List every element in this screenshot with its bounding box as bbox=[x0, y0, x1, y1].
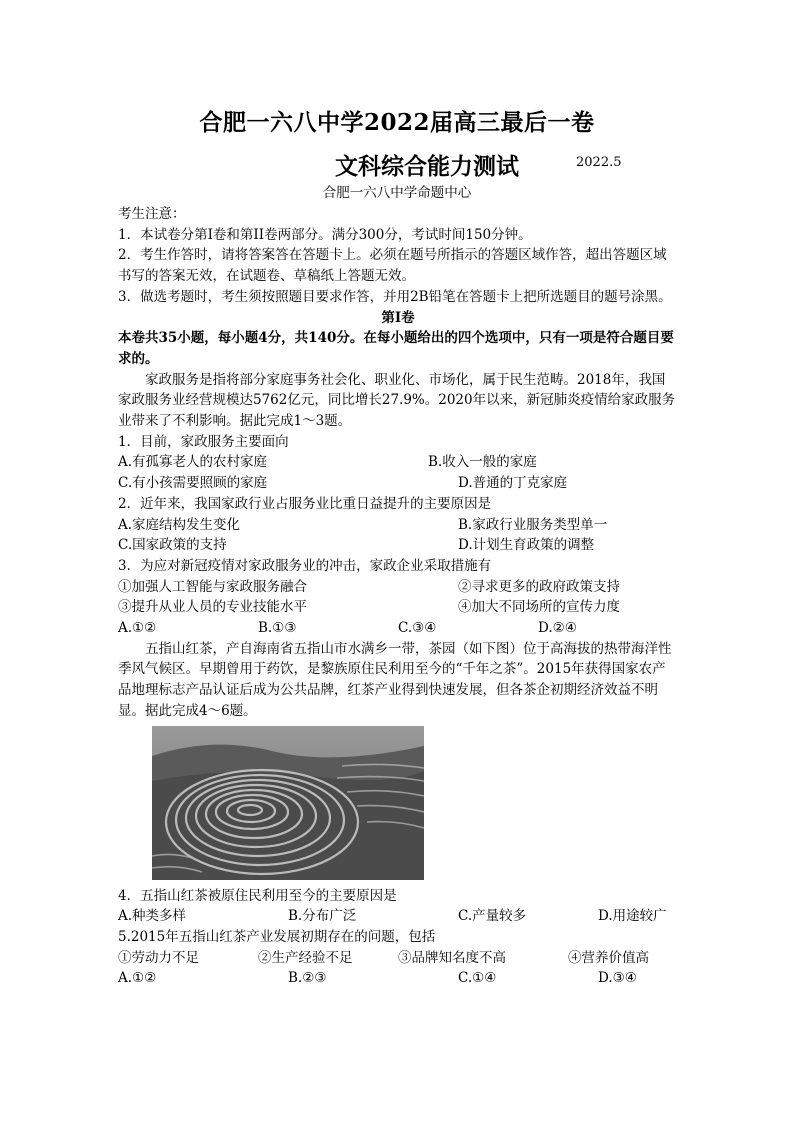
exam-title: 合肥一六八中学2022届高三最后一卷 bbox=[199, 109, 595, 136]
notice-item-1: 1．本试卷分第I卷和第II卷两部分。满分300分，考试时间150分钟。 bbox=[118, 226, 532, 243]
q1-options-row1 bbox=[118, 452, 678, 473]
q5-option-d: D.③④ bbox=[598, 970, 637, 987]
exam-date: 2022.5 bbox=[576, 155, 622, 170]
q5-statement-1: ①劳动力不足 bbox=[118, 949, 199, 966]
q2-option-c: C.国家政策的支持 bbox=[118, 537, 227, 554]
q3-statements-row1 bbox=[118, 577, 678, 598]
q4-option-a: A.种类多样 bbox=[118, 908, 187, 925]
q2-options-row2 bbox=[118, 535, 678, 556]
passage-1: 家政服务是指将部分家庭事务社会化、职业化、市场化，属于民生范畴。2018年，我国家政服务业经营规模达5762亿元，同比增长27.9%。2020年以来，新冠肺炎疫情给家政服务业带来了不利影响。据此完成1～3题。 bbox=[118, 371, 676, 430]
q4-option-d: D.用途较广 bbox=[598, 908, 667, 925]
q5-option-b: B.②③ bbox=[288, 970, 327, 987]
q2-stem: 2．近年来，我国家政行业占服务业比重日益提升的主要原因是 bbox=[118, 495, 492, 512]
section-title: 第I卷 bbox=[381, 309, 415, 326]
q3-statement-3: ③提升从业人员的专业技能水平 bbox=[118, 599, 307, 616]
notice-item-2: 2．考生作答时，请将答案答在答题卡上。必须在题号所指示的答题区域作答，超出答题区域书写的答案无效，在试题卷、草稿纸上答题无效。 bbox=[118, 247, 667, 285]
q1-options-row2 bbox=[118, 473, 678, 494]
q5-stem: 5.2015年五指山红茶产业发展初期存在的问题，包括 bbox=[118, 928, 436, 945]
q3-stem: 3．为应对新冠疫情对家政服务业的冲击，家政企业采取措施有 bbox=[118, 557, 492, 574]
q1-option-a: A.有孤寡老人的农村家庭 bbox=[118, 454, 268, 471]
passage-2: 五指山红茶，产自海南省五指山市水满乡一带，茶园（如下图）位于高海拔的热带海洋性季风气候区。早期曾用于药饮，是黎族原住民利用至今的“千年之茶”。2015年获得国家农产品地理标志产品认证后成为公共品牌，红茶产业得到快速发展，但各茶企初期经济效益不明显。据此完成4～6题。 bbox=[118, 640, 672, 719]
q2-option-d: D.计划生育政策的调整 bbox=[458, 537, 595, 554]
q4-options bbox=[118, 906, 678, 927]
q1-option-b: B.收入一般的家庭 bbox=[428, 454, 537, 471]
q5-option-a: A.①② bbox=[118, 970, 157, 987]
q1-stem: 1．目前，家政服务主要面向 bbox=[118, 433, 289, 450]
q3-statement-4: ④加大不同场所的宣传力度 bbox=[458, 599, 620, 616]
q5-statement-3: ③品牌知名度不高 bbox=[398, 949, 506, 966]
q3-option-d: D.②④ bbox=[538, 620, 577, 637]
q1-option-d: D.普通的丁克家庭 bbox=[458, 475, 568, 492]
q3-option-b: B.①③ bbox=[258, 620, 297, 637]
exam-subtitle: 文科综合能力测试 bbox=[335, 153, 519, 180]
q5-options bbox=[118, 968, 678, 989]
q2-options-row1 bbox=[118, 515, 678, 536]
exam-issuer: 合肥一六八中学命题中心 bbox=[322, 185, 472, 201]
q4-option-c: C.产量较多 bbox=[458, 908, 527, 925]
q5-statement-2: ②生产经验不足 bbox=[258, 949, 353, 966]
notice-heading: 考生注意： bbox=[118, 206, 186, 222]
q4-stem: 4．五指山红茶被原住民利用至今的主要原因是 bbox=[118, 887, 397, 904]
section-instruction: 本卷共35小题，每小题4分，共140分。在每小题给出的四个选项中，只有一项是符合题目要求的。 bbox=[118, 330, 674, 367]
notice-item-3: 3．做选考题时，考生须按照题目要求作答，并用2B铅笔在答题卡上把所选题目的题号涂黑。 bbox=[118, 288, 672, 305]
q3-statement-1: ①加强人工智能与家政服务融合 bbox=[118, 578, 307, 595]
q4-option-b: B.分布广泛 bbox=[288, 908, 357, 925]
q5-statements bbox=[118, 948, 678, 969]
q2-option-b: B.家政行业服务类型单一 bbox=[458, 516, 608, 533]
q3-option-c: C.③④ bbox=[398, 620, 437, 637]
q3-options bbox=[118, 618, 678, 639]
q3-statements-row2 bbox=[118, 597, 678, 618]
exam-body bbox=[118, 204, 678, 989]
q3-option-a: A.①② bbox=[118, 620, 157, 637]
q1-option-c: C.有小孩需要照顾的家庭 bbox=[118, 475, 268, 492]
q2-option-a: A.家庭结构发生变化 bbox=[118, 516, 241, 533]
q3-statement-2: ②寻求更多的政府政策支持 bbox=[458, 578, 620, 595]
tea-garden-photo bbox=[152, 726, 424, 880]
q5-option-c: C.①④ bbox=[458, 970, 497, 987]
q5-statement-4: ④营养价值高 bbox=[568, 949, 649, 966]
